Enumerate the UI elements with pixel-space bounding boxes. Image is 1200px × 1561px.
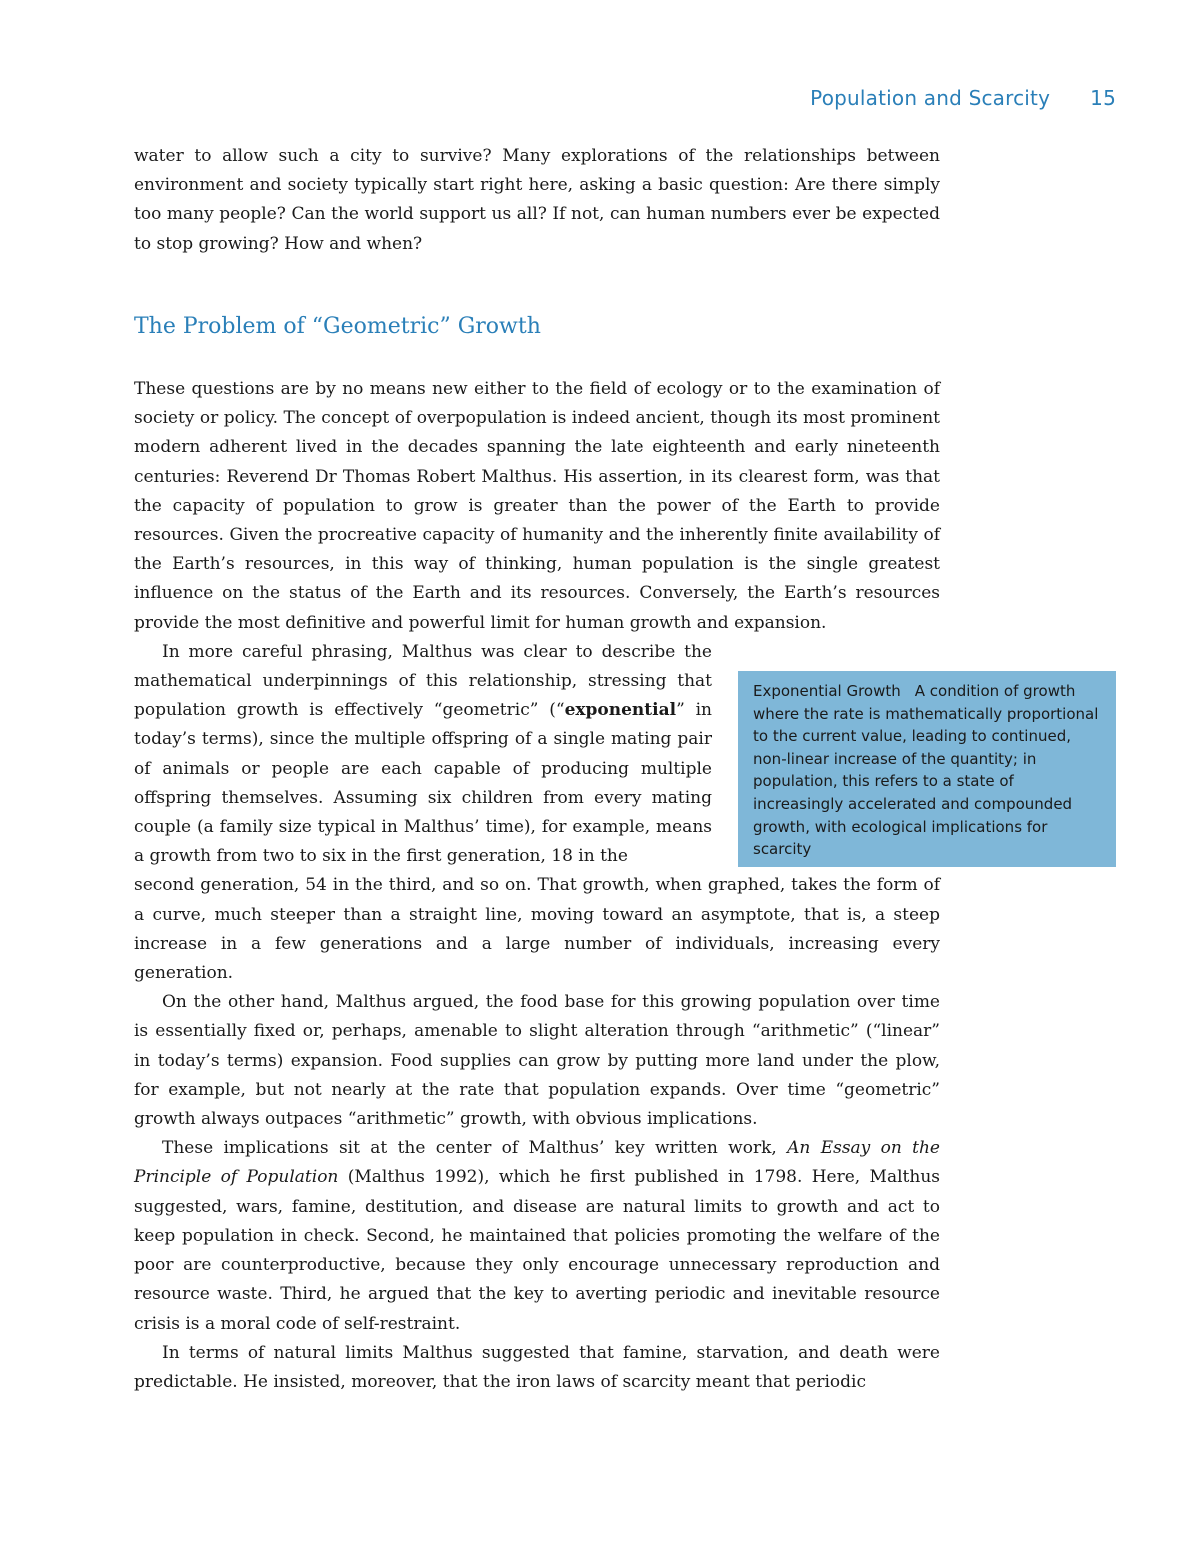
paragraph-essay	[134, 1134, 940, 1338]
essay-title: An Essay on the Principle of Population	[134, 1138, 940, 1188]
page-number: 15	[1090, 86, 1116, 110]
paragraph-food: On the other hand, Malthus argued, the food base for this growing population over time is essentially fixed or, perhaps, amenable to slight alteration through “arithmetic” (“linear” in today’s terms) expansion. Food supplies can grow by putting more land under the plow, for example, but not nearly at the rate that population expands. Over time “geometric” growth always outpaces “arithmetic” growth, with obvious implications.	[134, 992, 940, 1130]
paragraph-phrasing-cont: second generation, 54 in the third, and so on. That growth, when graphed, takes the form of a curve, much steeper than a straight line, moving toward an asymptote, that is, a steep increase in a few generations and a large number of individuals, increasing every generation.	[134, 875, 940, 984]
essay-text-a: These implications sit at the center of Malthus’ key written work,	[162, 1138, 788, 1159]
paragraph-questions: These questions are by no means new either to the field of ecology or to the examination of society or policy. The concept of overpopulation is indeed ancient, though its most prominent modern adherent lived in the decades spanning the late eighteenth and early nineteenth centuries: Reverend Dr Thomas Robert Malthus. His assertion, in its clearest form, was that the capacity of population to grow is greater than the power of the Earth to provide resources. Given the procreative capacity of humanity and the inherently finite availability of the Earth’s resources, in this way of thinking, human population is the single greatest influence on the status of the Earth and its resources. Conversely, the Earth’s resources provide the most definitive and powerful limit for human growth and expansion.	[134, 379, 940, 633]
glossary-term: Exponential Growth	[753, 682, 901, 700]
glossary-definition: A condition of growth where the rate is mathematically proportional to the current value, leading to continued, non-linear increase of the quantity; in population, this refers to a state of increasingly accelerated and compounded growth, with ecological implications for scarcity	[753, 682, 1099, 859]
running-header	[810, 86, 1116, 110]
phrasing-text-b: ” in today’s terms), since the multiple offspring of a single mating pair of animals or people are each capable of producing multiple offspring themselves. Assuming six children from every mating couple (a family size typical in Malthus’ time), for example, means a growth from two to six in the first generation, 18 in the	[134, 700, 712, 867]
paragraph-limits: In terms of natural limits Malthus suggested that famine, starvation, and death were predictable. He insisted, moreover, that the iron laws of scarcity meant that periodic	[134, 1342, 940, 1392]
main-text-block	[134, 375, 940, 1397]
paragraph-intro: water to allow such a city to survive? Many explorations of the relationships between environment and society typically start right here, asking a basic question: Are there simply too many people? Can the world support us all? If not, can human numbers ever be expected to stop growing? How and when?	[134, 146, 940, 254]
phrasing-text-a: In more careful phrasing, Malthus was clear to describe the mathematical underpinnings of this relationship, stressing that population growth is effectively “geometric” (“	[134, 641, 712, 721]
running-title: Population and Scarcity	[810, 86, 1051, 110]
essay-text-b: (Malthus 1992), which he first published in 1798. Here, Malthus suggested, wars, famine, destitution, and disease are natural limits to growth and act to keep population in check. Second, he maintained that policies promoting the welfare of the poor are counterproductive, because they only encourage unnecessary reproduction and resource waste. Third, he argued that the key to averting periodic and inevitable resource crisis is a moral code of self-restraint.	[134, 1167, 940, 1334]
section-heading: The Problem of “Geometric” Growth	[134, 314, 541, 339]
exponential-term[interactable]: exponential	[564, 700, 677, 721]
intro-block	[134, 142, 940, 259]
glossary-sidebar	[738, 671, 1116, 867]
paragraph-phrasing	[134, 638, 712, 872]
